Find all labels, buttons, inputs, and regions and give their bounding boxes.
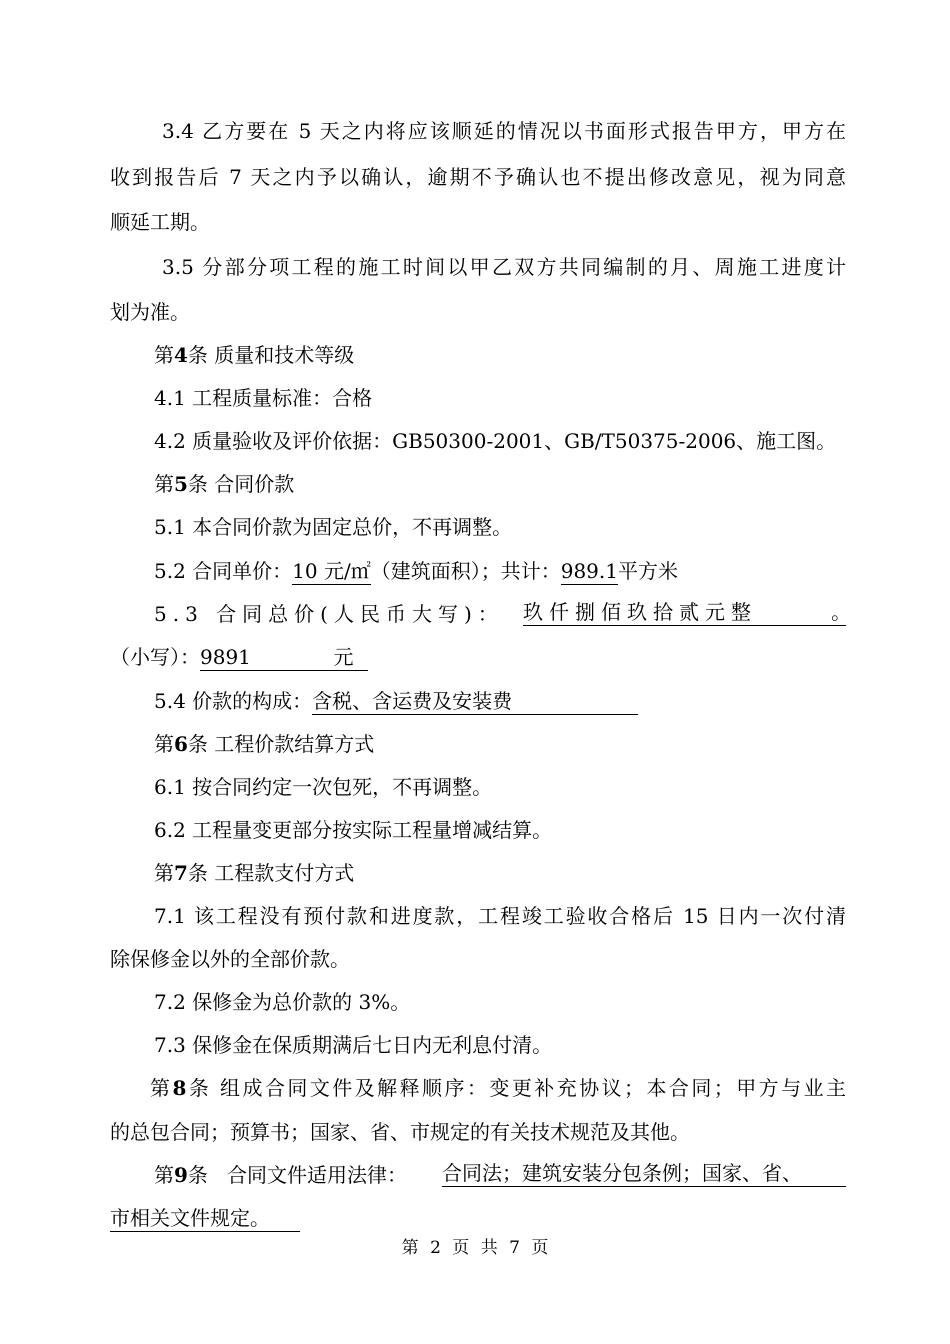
para-3-4-line-1: 3.4 乙方要在 5 天之内将应该顺延的情况以书面形式报告甲方，甲方在 [162,119,846,143]
para-4-1: 4.1 工程质量标准：合格 [154,386,373,410]
para-5-3 [154,599,858,629]
total-price-words: 玖仟捌佰玖拾贰元整 。 [523,600,858,624]
price-composition-value: 含税、含运费及安装费 [312,688,638,715]
article-number: 9 [174,1163,188,1187]
article-prefix: 第 [154,1163,174,1187]
para-5-2 [154,556,678,586]
para-7-1-line-1: 7.1 该工程没有预付款和进度款，工程竣工验收合格后 15 日内一次付清 [154,904,846,928]
article-5-heading [154,469,294,499]
total-price-figures-label: （小写）： [110,645,200,669]
article-number: 6 [174,732,188,756]
article-9-line-2 [110,1203,300,1233]
article-number: 4 [174,343,188,367]
article-prefix: 第 [154,472,174,496]
article-title: 条 工程款支付方式 [187,861,355,885]
para-3-5-line-1: 3.5 分部分项工程的施工时间以甲乙双方共同编制的月、周施工进度计 [162,255,846,279]
para-4-2: 4.2 质量验收及评价依据：GB50300-2001、GB/T50375-2006、施工图。 [154,429,837,453]
article-label: 条 合同文件适用法律： [187,1163,407,1187]
para-5-1: 5.1 本合同价款为固定总价，不再调整。 [154,515,513,539]
unit-price-value: 10 元/㎡ [292,559,371,583]
para-7-2: 7.2 保修金为总价款的 3%。 [154,990,411,1014]
article-prefix: 第 [154,861,174,885]
article-title: 条 工程价款结算方式 [187,732,375,756]
article-9-line-1 [154,1160,846,1190]
total-price-figures-value: 9891 元 [200,644,368,671]
price-composition-label: 5.4 价款的构成： [154,689,313,713]
article-8-line-2: 的总包合同；预算书；国家、省、市规定的有关技术规范及其他。 [110,1120,690,1144]
applicable-law-value-continued: 市相关文件规定。 [110,1205,300,1232]
para-5-4 [154,686,638,716]
para-7-3: 7.3 保修金在保质期满后七日内无利息付清。 [154,1033,553,1057]
para-3-4-line-2: 收到报告后 7 天之内予以确认，逾期不予确认也不提出修改意见，视为同意 [110,165,846,189]
area-unit: 平方米 [617,559,678,583]
article-6-heading [154,729,374,759]
total-price-label: 5.3 合同总价(人民币大写)： [154,602,504,626]
article-prefix: 第 [154,343,174,367]
area-label: （建筑面积）；共计： [370,559,561,583]
article-text: 条 组成合同文件及解释顺序：变更补充协议；本合同；甲方与业主 [186,1076,847,1100]
para-5-3-figures [110,642,368,672]
para-6-1: 6.1 按合同约定一次包死，不再调整。 [154,775,493,799]
para-6-2: 6.2 工程量变更部分按实际工程量增减结算。 [154,818,553,842]
para-3-5-line-2: 划为准。 [110,300,190,324]
para-7-1-line-2: 除保修金以外的全部价款。 [110,947,350,971]
article-7-heading [154,858,354,888]
para-3-4-line-3: 顺延工期。 [110,210,210,234]
article-4-heading [154,340,354,370]
page-number: 第 2 页 共 7 页 [401,1238,549,1258]
article-8-line-1 [150,1073,846,1103]
article-title: 条 合同价款 [187,472,295,496]
article-title: 条 质量和技术等级 [187,343,355,367]
area-value: 989.1 [560,559,618,583]
unit-price-label: 5.2 合同单价： [154,559,293,583]
article-number: 5 [174,472,188,496]
article-number: 8 [172,1076,187,1100]
article-prefix: 第 [150,1076,173,1100]
article-number: 7 [174,861,188,885]
applicable-law-value: 合同法；建筑安装分包条例；国家、省、 [442,1160,846,1187]
article-prefix: 第 [154,732,174,756]
